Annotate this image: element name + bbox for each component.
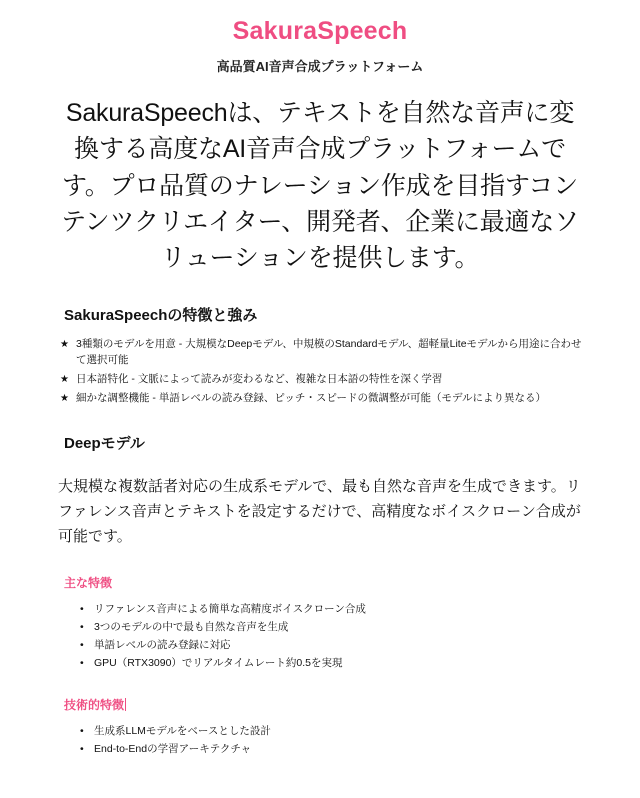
- list-item: [56, 637, 584, 653]
- list-item: [56, 391, 584, 407]
- bullet-icon: •: [80, 724, 84, 737]
- list-item-label: 3種類のモデルを用意 - 大規模なDeepモデル、中規模のStandardモデル、超軽量Liteモデルから用途に合わせて選択可能: [76, 338, 582, 366]
- page-title: SakuraSpeech: [232, 17, 408, 45]
- list-item-label: 3つのモデルの中で最も自然な音声を生成: [94, 620, 289, 633]
- feature-star-list: [56, 337, 584, 406]
- bullet-icon: •: [80, 657, 84, 670]
- bullet-icon: •: [80, 742, 84, 755]
- list-item-label: 単語レベルの読み登録に対応: [94, 639, 231, 652]
- bullet-icon: •: [80, 602, 84, 615]
- section-heading-features: SakuraSpeechの特徴と強み: [64, 307, 258, 325]
- list-item: [56, 601, 584, 617]
- list-item: [56, 372, 584, 388]
- list-item: [56, 337, 584, 369]
- text-cursor: [125, 698, 126, 711]
- lead-paragraph: SakuraSpeechは、テキストを自然な音声に変換する高度なAI音声合成プラットフォームです。プロ品質のナレーション作成を目指すコンテンツクリエイター、開発者、企業に最適なソリューションを提供します。: [61, 99, 579, 272]
- page-subtitle: 高品質AI音声合成プラットフォーム: [216, 59, 424, 74]
- list-item: [56, 723, 584, 739]
- list-item-label: 生成系LLMモデルをベースとした設計: [94, 724, 271, 737]
- technical-features-list: [56, 723, 584, 758]
- bullet-icon: •: [80, 639, 84, 652]
- list-item: [56, 741, 584, 757]
- list-item: [56, 655, 584, 671]
- list-item-label: 細かな調整機能 - 単語レベルの読み登録、ピッチ・スピードの微調整が可能（モデルにより異なる）: [76, 391, 546, 404]
- list-item: [56, 619, 584, 635]
- star-icon: ★: [60, 392, 69, 404]
- main-features-list: [56, 601, 584, 672]
- subsection-heading-technical-features: [64, 696, 584, 713]
- list-item-label: 日本語特化 - 文脈によって読みが変わるなど、複雑な日本語の特性を深く学習: [76, 372, 443, 385]
- section-heading-deep-model: Deepモデル: [64, 435, 145, 453]
- list-item-label: リファレンス音声による簡単な高精度ボイスクローン合成: [94, 602, 366, 615]
- subsection-heading-label: 技術的特徴: [64, 697, 125, 712]
- bullet-icon: •: [80, 620, 84, 633]
- list-item-label: End-to-Endの学習アーキテクチャ: [94, 742, 252, 755]
- star-icon: ★: [60, 339, 69, 351]
- star-icon: ★: [60, 373, 69, 385]
- subsection-heading-main-features: 主な特徴: [64, 575, 113, 590]
- deep-model-description: 大規模な複数話者対応の生成系モデルで、最も自然な音声を生成できます。リファレンス音声とテキストを設定するだけで、高精度なボイスクローン合成が可能です。: [58, 478, 581, 545]
- list-item-label: GPU（RTX3090）でリアルタイムレート約0.5を実現: [94, 657, 343, 670]
